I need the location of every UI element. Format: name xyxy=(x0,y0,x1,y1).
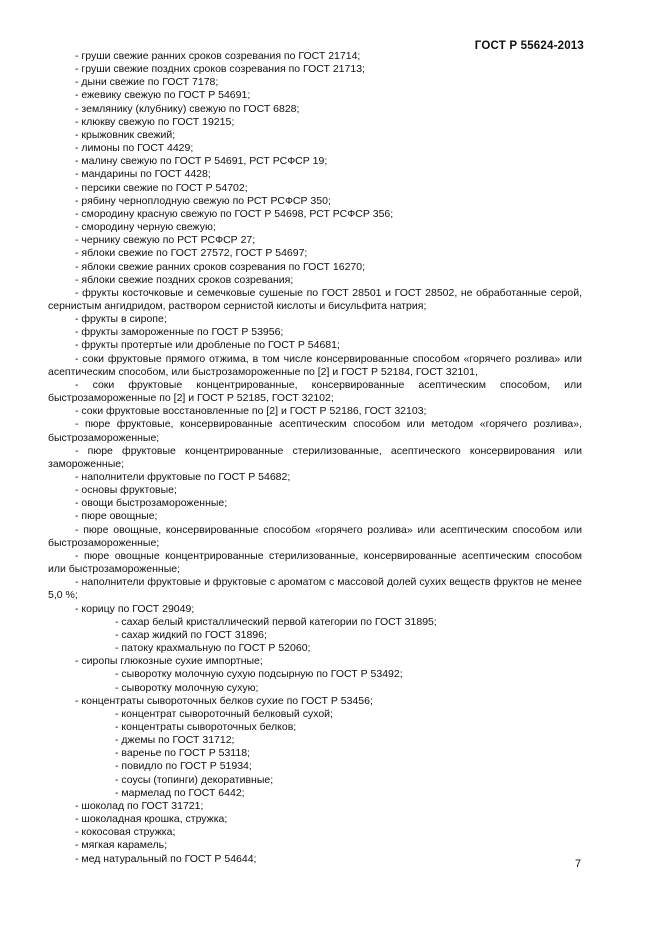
list-item: - персики свежие по ГОСТ Р 54702; xyxy=(75,181,248,194)
list-item: - фрукты в сиропе; xyxy=(75,313,167,326)
list-item: - яблоки свежие по ГОСТ 27572, ГОСТ Р 54697; xyxy=(75,247,308,260)
list-item: - овощи быстрозамороженные; xyxy=(75,497,228,510)
list-item: - кокосовая стружка; xyxy=(75,826,176,839)
list-item: - соусы (топинги) декоративные; xyxy=(115,773,274,786)
list-item: - малину свежую по ГОСТ Р 54691, РСТ РСФСР 19; xyxy=(75,155,328,168)
list-item: - шоколад по ГОСТ 31721; xyxy=(75,799,204,812)
list-item: - мед натуральный по ГОСТ Р 54644; xyxy=(75,852,257,865)
list-item: - концентраты сывороточных белков сухие по ГОСТ Р 53456; xyxy=(75,694,373,707)
list-item: - наполнители фруктовые и фруктовые с ароматом с массовой долей сухих веществ фруктов не менее 5,0 %; xyxy=(48,576,582,602)
list-item: - сахар жидкий по ГОСТ 31896; xyxy=(115,628,267,641)
list-item: - груши свежие поздних сроков созревания по ГОСТ 21713; xyxy=(75,63,365,76)
list-item: - мандарины по ГОСТ 4428; xyxy=(75,168,211,181)
list-item: - фрукты замороженные по ГОСТ Р 53956; xyxy=(75,326,284,339)
list-item: - варенье по ГОСТ Р 53118; xyxy=(115,747,250,760)
list-item: - мармелад по ГОСТ 6442; xyxy=(115,786,245,799)
document-header-id: ГОСТ Р 55624-2013 xyxy=(474,40,584,52)
list-item: - смородину черную свежую; xyxy=(75,221,216,234)
list-item: - шоколадная крошка, стружка; xyxy=(75,813,228,826)
list-item: - соки фруктовые восстановленные по [2] и ГОСТ Р 52186, ГОСТ 32103; xyxy=(75,405,427,418)
list-item: - яблоки свежие поздних сроков созревания; xyxy=(75,273,294,286)
list-item: - пюре овощные, консервированные способом «горячего розлива» или асептическим способом или быстрозамороженные; xyxy=(48,523,582,549)
document-body xyxy=(48,50,582,866)
list-item: - пюре фруктовые концентрированные стерилизованные, асептического консервирования или замороженные; xyxy=(48,444,582,470)
list-item: - лимоны по ГОСТ 4429; xyxy=(75,142,194,155)
list-item: - яблоки свежие ранних сроков созревания по ГОСТ 16270; xyxy=(75,260,366,273)
list-item: - пюре овощные; xyxy=(75,510,158,523)
list-item: - сахар белый кристаллический первой категории по ГОСТ 31895; xyxy=(115,615,437,628)
list-item: - дыни свежие по ГОСТ 7178; xyxy=(75,76,219,89)
list-item: - смородину красную свежую по ГОСТ Р 54698, РСТ РСФСР 356; xyxy=(75,207,394,220)
list-item: - мягкая карамель; xyxy=(75,839,167,852)
list-item: - основы фруктовые; xyxy=(75,484,177,497)
list-item: - концентрат сывороточный белковый сухой; xyxy=(115,707,333,720)
list-item: - корицу по ГОСТ 29049; xyxy=(75,602,195,615)
list-item: - соки фруктовые прямого отжима, в том числе консервированные способом «горячего розлива» или асептическим способом, или быстрозамороженные по [2] и ГОСТ Р 52184, ГОСТ 32101, xyxy=(48,352,582,378)
list-item: - фрукты протертые или дробленые по ГОСТ Р 54681; xyxy=(75,339,340,352)
list-item: - наполнители фруктовые по ГОСТ Р 54682; xyxy=(75,471,291,483)
list-item: - патоку крахмальную по ГОСТ Р 52060; xyxy=(115,642,311,655)
list-item: - сиропы глюкозные сухие импортные; xyxy=(75,655,263,668)
page-number: 7 xyxy=(575,858,582,870)
list-item: - чернику свежую по РСТ РСФСР 27; xyxy=(75,234,256,247)
list-item: - рябину черноплодную свежую по РСТ РСФСР 350; xyxy=(75,194,331,207)
list-item: - пюре овощные концентрированные стерилизованные, консервированные асептическим способом или быстрозамороженные; xyxy=(48,549,582,576)
list-item: - сыворотку молочную сухую; xyxy=(115,681,259,694)
list-item: - джемы по ГОСТ 31712; xyxy=(115,734,235,747)
list-item: - сыворотку молочную сухую подсырную по ГОСТ Р 53492; xyxy=(115,668,403,681)
list-item: - крыжовник свежий; xyxy=(75,128,176,141)
list-item: - клюкву свежую по ГОСТ 19215; xyxy=(75,115,235,128)
list-item: - соки фруктовые концентрированные, консервированные асептическим способом, или быстрозамороженные по [2] и ГОСТ Р 52185, ГОСТ 32102; xyxy=(48,378,582,405)
list-item: - повидло по ГОСТ Р 51934; xyxy=(115,760,252,773)
list-item: - груши свежие ранних сроков созревания по ГОСТ 21714; xyxy=(75,50,361,62)
list-item: - пюре фруктовые, консервированные асептическим способом или методом «горячего розлива», быстрозамороженные; xyxy=(48,418,582,444)
list-item: - фрукты косточковые и семечковые сушеные по ГОСТ 28501 и ГОСТ 28502, не обработанные серой, сернистым ангидридом, раствором сернистой кислоты и бисульфита натрия; xyxy=(48,286,582,312)
list-item: - землянику (клубнику) свежую по ГОСТ 6828; xyxy=(75,102,300,115)
list-item: - концентраты сывороточных белков; xyxy=(115,720,297,733)
list-item: - ежевику свежую по ГОСТ Р 54691; xyxy=(75,89,251,102)
